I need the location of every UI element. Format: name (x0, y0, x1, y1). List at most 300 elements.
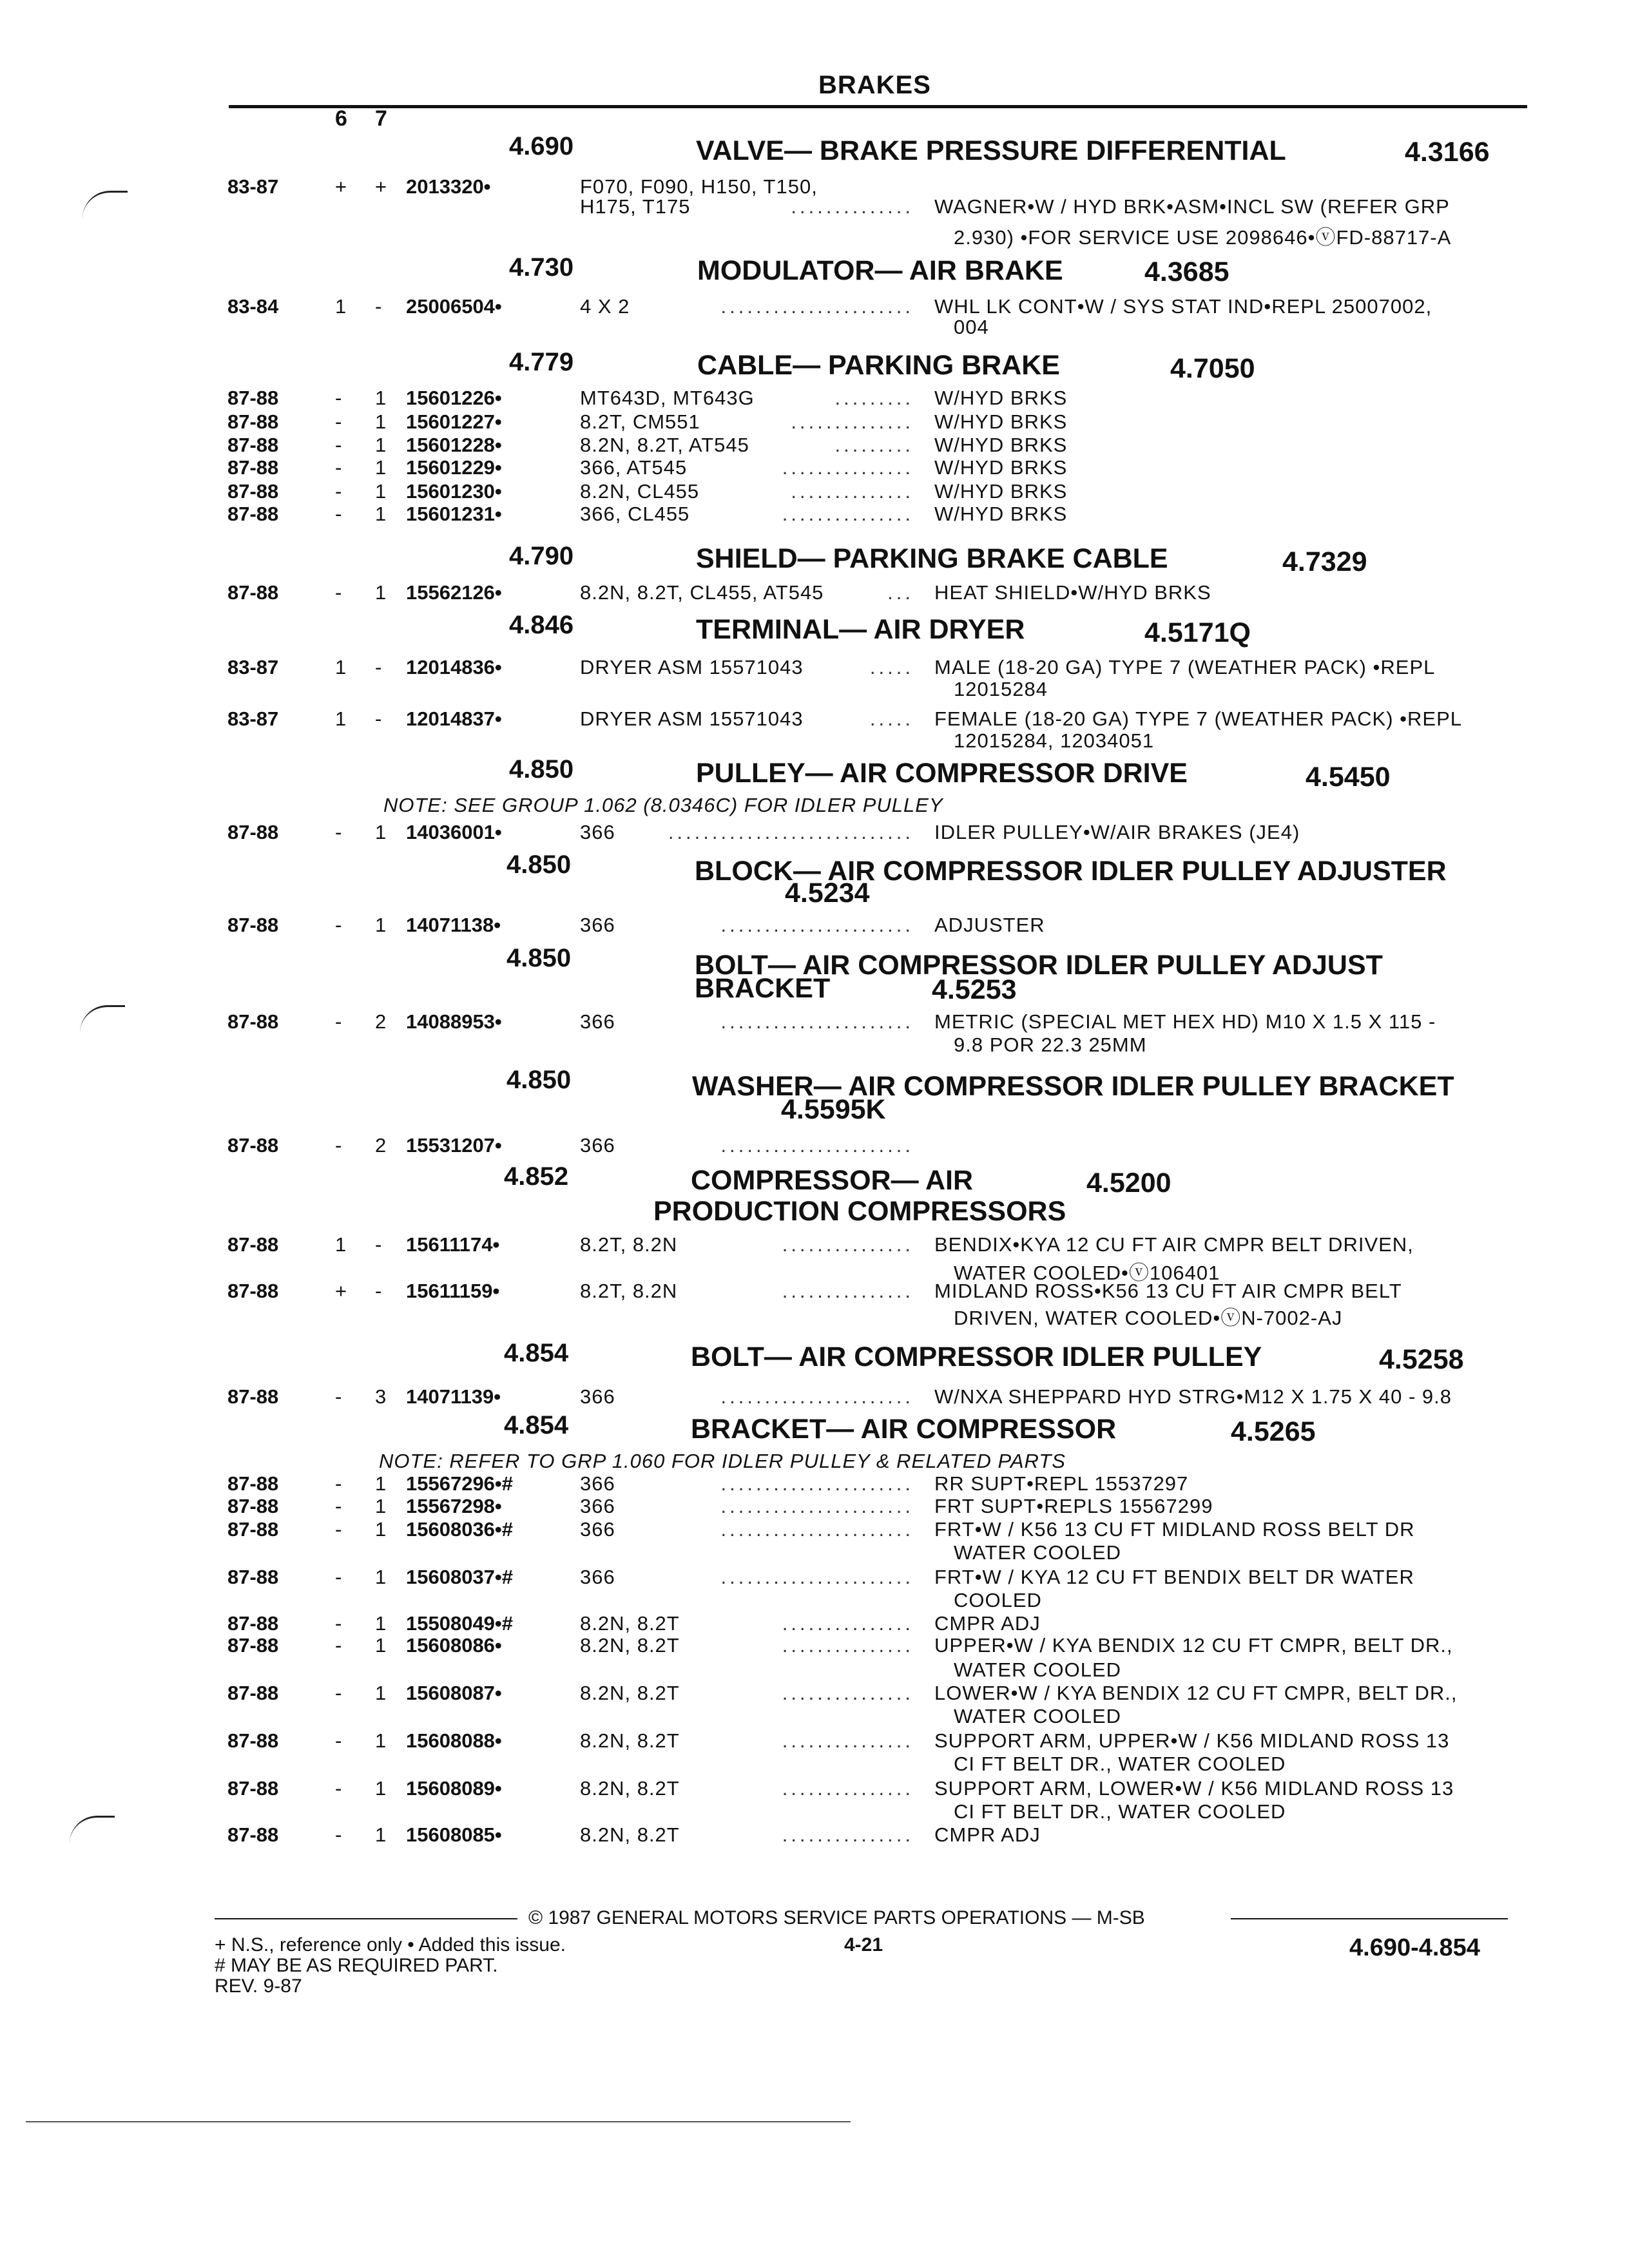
application: 366 (580, 821, 615, 843)
col7-flag: 3 (375, 1385, 387, 1408)
col7-flag: 1 (375, 1518, 387, 1541)
leader-dots: .............. (791, 480, 914, 503)
column-number-6: 6 (335, 106, 347, 131)
description: FRT•W / KYA 12 CU FT BENDIX BELT DR WATER (934, 1566, 1414, 1588)
description: WHL LK CONT•W / SYS STAT IND•REPL 25007002, (934, 295, 1432, 318)
description: W/HYD BRKS (934, 410, 1068, 433)
year-range: 87-88 (227, 1385, 279, 1408)
application: 366 (580, 1134, 615, 1157)
section-code: 4.852 (504, 1162, 569, 1191)
year-range: 87-88 (227, 1682, 279, 1704)
part-number: 15601230• (406, 480, 502, 503)
leader-dots: ...................... (720, 1472, 914, 1495)
description-continued: 12015284 (954, 678, 1048, 700)
part-number: 15562126• (406, 581, 502, 604)
col7-flag: 1 (375, 1729, 387, 1752)
col6-flag: - (335, 1823, 342, 1846)
year-range: 83-84 (227, 295, 279, 318)
description: METRIC (SPECIAL MET HEX HD) M10 X 1.5 X 115 - (934, 1010, 1436, 1033)
section-code: 4.850 (506, 944, 572, 972)
revision: REV. 9-87 (215, 1975, 302, 1997)
row-continuation (0, 729, 1629, 755)
leader-dots: ............... (782, 1777, 914, 1800)
leader-dots: ......... (834, 387, 914, 409)
description-continued: CI FT BELT DR., WATER COOLED (954, 1800, 1286, 1823)
description-continued: 12015284, 12034051 (954, 729, 1155, 752)
application: 8.2N, 8.2T (580, 1823, 680, 1846)
application: 366 (580, 1518, 615, 1541)
footer-rule-right (1231, 1918, 1508, 1919)
application: 366 (580, 1010, 615, 1033)
application: 8.2N, CL455 (580, 480, 700, 503)
col6-flag: - (335, 1385, 342, 1408)
part-row (0, 1566, 1629, 1591)
year-range: 87-88 (227, 1777, 279, 1800)
year-range: 83-87 (227, 707, 279, 730)
part-number: 12014836• (406, 656, 502, 678)
row-continuation (0, 678, 1629, 704)
section-code: 4.779 (509, 348, 574, 376)
legend-as-required: # MAY BE AS REQUIRED PART. (215, 1955, 498, 1976)
leader-dots: ............... (782, 1634, 914, 1657)
legend-ns: + N.S., reference only • Added this issue. (215, 1934, 566, 1956)
section-title: PULLEY— AIR COMPRESSOR DRIVE (696, 758, 1188, 789)
application: F070, F090, H150, T150, (580, 175, 818, 198)
row-continuation (0, 316, 1629, 341)
section-ref: 4.5253 (932, 974, 1017, 1005)
section-ref: 4.7050 (1170, 353, 1255, 384)
part-number: 15611159• (406, 1280, 500, 1302)
leader-dots: ...................... (720, 1518, 914, 1541)
description: W/HYD BRKS (934, 456, 1068, 479)
application: 8.2T, CM551 (580, 410, 700, 433)
leader-dots: ............... (782, 503, 914, 525)
col7-flag: 2 (375, 1134, 387, 1157)
leader-dots: ...................... (720, 1010, 914, 1033)
col7-flag: 1 (375, 480, 387, 503)
part-number: 15608089• (406, 1777, 502, 1800)
leader-dots: ............... (782, 1682, 914, 1704)
section-ref: 4.5200 (1086, 1168, 1171, 1198)
year-range: 87-88 (227, 1280, 279, 1302)
leader-dots: ............... (782, 456, 914, 479)
col7-flag: 1 (375, 1823, 387, 1846)
leader-dots: ............... (782, 1823, 914, 1846)
part-row (0, 503, 1629, 528)
section-note: NOTE: SEE GROUP 1.062 (8.0346C) FOR IDLER PULLEY (383, 794, 943, 816)
year-range: 87-88 (227, 581, 279, 604)
description: W/HYD BRKS (934, 503, 1068, 525)
col6-flag: + (335, 175, 347, 198)
section-title: CABLE— PARKING BRAKE (697, 350, 1060, 381)
copyright: © 1987 GENERAL MOTORS SERVICE PARTS OPERATIONS — M-SB (528, 1907, 1145, 1928)
section-code: 4.790 (509, 542, 574, 570)
part-row (0, 387, 1629, 412)
part-row (0, 1634, 1629, 1660)
col7-flag: 1 (375, 1634, 387, 1657)
description: IDLER PULLEY•W/AIR BRAKES (JE4) (934, 821, 1300, 843)
description: BENDIX•KYA 12 CU FT AIR CMPR BELT DRIVEN, (934, 1233, 1414, 1256)
col7-flag: 1 (375, 503, 387, 525)
part-number: 15508049•# (406, 1612, 514, 1635)
col6-flag: - (335, 1010, 342, 1033)
section-ref: 4.3166 (1405, 137, 1490, 168)
row-continuation (0, 1800, 1629, 1826)
description-continued: 004 (954, 316, 989, 338)
section-ref: 4.5595K (781, 1094, 886, 1125)
application: 8.2N, 8.2T, CL455, AT545 (580, 581, 824, 604)
col7-flag: 1 (375, 1777, 387, 1800)
col7-flag: 1 (375, 1472, 387, 1495)
column-number-7: 7 (375, 106, 387, 131)
col6-flag: - (335, 914, 342, 936)
description: UPPER•W / KYA BENDIX 12 CU FT CMPR, BELT DR., (934, 1634, 1453, 1657)
part-number: 15611174• (406, 1233, 500, 1256)
description: SUPPORT ARM, LOWER•W / K56 MIDLAND ROSS 13 (934, 1777, 1454, 1800)
part-row (0, 456, 1629, 482)
col6-flag: - (335, 434, 342, 456)
leader-dots: ...................... (720, 1495, 914, 1517)
description: FRT•W / K56 13 CU FT MIDLAND ROSS BELT DR (934, 1518, 1415, 1541)
page-number: 4-21 (844, 1934, 883, 1956)
col6-flag: - (335, 503, 342, 525)
part-number: 15601228• (406, 434, 502, 456)
application: 366 (580, 1495, 615, 1517)
col6-flag: 1 (335, 295, 347, 318)
part-number: 15567296•# (406, 1472, 514, 1495)
part-number: 14071138• (406, 914, 501, 936)
application: 8.2N, 8.2T (580, 1777, 680, 1800)
section-title: TERMINAL— AIR DRYER (696, 614, 1025, 645)
leader-dots: ...................... (720, 914, 914, 936)
section-code: 4.690 (509, 132, 574, 160)
section-code: 4.730 (509, 253, 574, 282)
col7-flag: 1 (375, 821, 387, 843)
section-note: NOTE: REFER TO GRP 1.060 FOR IDLER PULLEY & RELATED PARTS (379, 1450, 1066, 1472)
application: 8.2N, 8.2T (580, 1682, 680, 1704)
col6-flag: 1 (335, 656, 347, 678)
part-row (0, 821, 1629, 847)
row-continuation (0, 1541, 1629, 1567)
section-code: 4.854 (504, 1411, 569, 1439)
section-ref: 4.5171Q (1144, 617, 1251, 648)
year-range: 87-88 (227, 1729, 279, 1752)
year-range: 87-88 (227, 387, 279, 409)
part-row (0, 1385, 1629, 1411)
description: SUPPORT ARM, UPPER•W / K56 MIDLAND ROSS 13 (934, 1729, 1450, 1752)
section-title: COMPRESSOR— AIR (691, 1165, 973, 1196)
description: LOWER•W / KYA BENDIX 12 CU FT CMPR, BELT DR., (934, 1682, 1458, 1704)
col6-flag: - (335, 480, 342, 503)
year-range: 87-88 (227, 1134, 279, 1157)
part-row (0, 914, 1629, 939)
col6-flag: - (335, 821, 342, 843)
description-continued: 2.930) •FOR SERVICE USE 2098646•ⓥFD-88717-A (954, 226, 1452, 249)
column-numbers (335, 106, 415, 131)
part-row (0, 1472, 1629, 1498)
leader-dots: ............... (782, 1280, 914, 1302)
section-title: WASHER— AIR COMPRESSOR IDLER PULLEY BRACKET (692, 1071, 1454, 1102)
section-subtitle: PRODUCTION COMPRESSORS (653, 1196, 1066, 1227)
col7-flag: 1 (375, 410, 387, 433)
part-number: 15608036•# (406, 1518, 514, 1541)
application: 8.2T, 8.2N (580, 1233, 678, 1256)
leader-dots: ............................ (668, 821, 914, 843)
part-row (0, 1777, 1629, 1803)
part-number: 15601226• (406, 387, 502, 409)
description: W/NXA SHEPPARD HYD STRG•M12 X 1.75 X 40 - 9.8 (934, 1385, 1452, 1408)
section-title: BOLT— AIR COMPRESSOR IDLER PULLEY ADJUST (695, 950, 1383, 981)
row-continuation (0, 221, 1629, 247)
leader-dots: ............... (782, 1612, 914, 1635)
part-number: 14036001• (406, 821, 502, 843)
section-code: 4.850 (506, 850, 572, 879)
description-continued: WATER COOLED (954, 1541, 1122, 1564)
section-title: VALVE— BRAKE PRESSURE DIFFERENTIAL (696, 135, 1286, 166)
leader-dots: ......... (834, 434, 914, 456)
part-number: 15608087• (406, 1682, 502, 1704)
part-number: 15608085• (406, 1823, 502, 1846)
application: 366 (580, 1472, 615, 1495)
description: FEMALE (18-20 GA) TYPE 7 (WEATHER PACK) •REPL (934, 707, 1462, 730)
description: W/HYD BRKS (934, 387, 1068, 409)
description-continued: WATER COOLED (954, 1705, 1122, 1727)
application: 366 (580, 914, 615, 936)
part-row (0, 1233, 1629, 1259)
col7-flag: 1 (375, 914, 387, 936)
application: 4 X 2 (580, 295, 630, 318)
year-range: 87-88 (227, 480, 279, 503)
col6-flag: - (335, 1518, 342, 1541)
year-range: 87-88 (227, 503, 279, 525)
col6-flag: - (335, 581, 342, 604)
section-ref: 4.3685 (1144, 256, 1229, 287)
description: W/HYD BRKS (934, 480, 1068, 503)
section-title: MODULATOR— AIR BRAKE (697, 255, 1063, 286)
leader-dots: ...................... (720, 1566, 914, 1588)
section-title: BRACKET— AIR COMPRESSOR (691, 1414, 1117, 1445)
application: 366, AT545 (580, 456, 688, 479)
year-range: 87-88 (227, 1566, 279, 1588)
part-row (0, 410, 1629, 436)
footer-rule-left (215, 1918, 517, 1919)
leader-dots: ...................... (720, 295, 914, 318)
col6-flag: - (335, 1612, 342, 1635)
part-number: 15567298• (406, 1495, 502, 1517)
year-range: 87-88 (227, 1612, 279, 1635)
description: MIDLAND ROSS•K56 13 CU FT AIR CMPR BELT (934, 1280, 1402, 1302)
section-ref: 4.5234 (785, 878, 870, 908)
col6-flag: - (335, 1729, 342, 1752)
part-row (0, 434, 1629, 459)
col6-flag: - (335, 410, 342, 433)
part-number: 15601227• (406, 410, 502, 433)
col6-flag: 1 (335, 1233, 347, 1256)
col7-flag: 1 (375, 1612, 387, 1635)
description: MALE (18-20 GA) TYPE 7 (WEATHER PACK) •REPL (934, 656, 1436, 678)
leader-dots: ............... (782, 1233, 914, 1256)
description: ADJUSTER (934, 914, 1045, 936)
col7-flag: 2 (375, 1010, 387, 1033)
description: WAGNER•W / HYD BRK•ASM•INCL SW (REFER GRP (934, 195, 1450, 218)
col7-flag: + (375, 175, 387, 198)
leader-dots: ... (887, 581, 914, 604)
col7-flag: 1 (375, 387, 387, 409)
part-row (0, 1495, 1629, 1521)
part-number: 14088953• (406, 1010, 502, 1033)
section-code: 4.850 (509, 755, 574, 783)
part-number: 15608088• (406, 1729, 502, 1752)
part-number: 15608086• (406, 1634, 502, 1657)
description: CMPR ADJ (934, 1612, 1041, 1635)
part-row (0, 1682, 1629, 1707)
leader-dots: ..... (869, 707, 914, 730)
leader-dots: .............. (791, 195, 914, 218)
year-range: 87-88 (227, 1634, 279, 1657)
description: FRT SUPT•REPLS 15567299 (934, 1495, 1213, 1517)
section-title: SHIELD— PARKING BRAKE CABLE (696, 543, 1168, 574)
col7-flag: 1 (375, 456, 387, 479)
section-code: 4.854 (504, 1339, 569, 1367)
part-row (0, 1134, 1629, 1160)
year-range: 87-88 (227, 1823, 279, 1846)
year-range: 87-88 (227, 1472, 279, 1495)
application: H175, T175 (580, 195, 691, 218)
col6-flag: - (335, 456, 342, 479)
description-continued: 9.8 POR 22.3 25MM (954, 1033, 1147, 1056)
year-range: 87-88 (227, 410, 279, 433)
leader-dots: .............. (791, 410, 914, 433)
application: 366 (580, 1385, 615, 1408)
leader-dots: ...................... (720, 1385, 914, 1408)
scan-line (26, 2121, 851, 2122)
col7-flag: - (375, 656, 382, 678)
year-range: 87-88 (227, 434, 279, 456)
col6-flag: - (335, 1495, 342, 1517)
year-range: 87-88 (227, 821, 279, 843)
col6-flag: - (335, 1134, 342, 1157)
application: MT643D, MT643G (580, 387, 755, 409)
year-range: 87-88 (227, 914, 279, 936)
application: 8.2N, 8.2T (580, 1612, 680, 1635)
row-continuation (0, 1705, 1629, 1731)
part-number: 14071139• (406, 1385, 501, 1408)
part-row (0, 1010, 1629, 1036)
row-continuation (0, 1256, 1629, 1282)
page-range: 4.690-4.854 (1349, 1934, 1480, 1961)
part-number: 25006504• (406, 295, 502, 318)
part-number: 15531207• (406, 1134, 502, 1157)
section-ref: 4.5450 (1306, 762, 1391, 793)
col6-flag: + (335, 1280, 347, 1302)
part-row (0, 1518, 1629, 1544)
part-number: 15601229• (406, 456, 502, 479)
header-rule (229, 105, 1527, 108)
section-ref: 4.7329 (1282, 546, 1367, 577)
col7-flag: 1 (375, 434, 387, 456)
section-ref: 4.5265 (1231, 1416, 1316, 1447)
part-number: 12014837• (406, 707, 502, 730)
description-continued: COOLED (954, 1589, 1042, 1611)
year-range: 83-87 (227, 656, 279, 678)
col6-flag: 1 (335, 707, 347, 730)
leader-dots: ..... (869, 656, 914, 678)
application: 8.2N, 8.2T, AT545 (580, 434, 749, 456)
col7-flag: 1 (375, 1566, 387, 1588)
col6-flag: - (335, 1566, 342, 1588)
section-title-continued: BRACKET (695, 973, 831, 1004)
description-continued: WATER COOLED (954, 1658, 1122, 1681)
application: DRYER ASM 15571043 (580, 707, 804, 730)
part-number: 15608037•# (406, 1566, 514, 1588)
section-code: 4.846 (509, 611, 574, 639)
application: DRYER ASM 15571043 (580, 656, 804, 678)
part-number: 2013320• (406, 175, 491, 198)
year-range: 87-88 (227, 1010, 279, 1033)
year-range: 87-88 (227, 1233, 279, 1256)
application: 8.2T, 8.2N (580, 1280, 678, 1302)
col7-flag: - (375, 295, 382, 318)
col6-flag: - (335, 1777, 342, 1800)
section-code: 4.850 (506, 1066, 572, 1094)
year-range: 83-87 (227, 175, 279, 198)
col6-flag: - (335, 1472, 342, 1495)
part-row (0, 480, 1629, 506)
description-continued: CI FT BELT DR., WATER COOLED (954, 1753, 1286, 1775)
description: W/HYD BRKS (934, 434, 1068, 456)
section-title: BLOCK— AIR COMPRESSOR IDLER PULLEY ADJUSTER (695, 856, 1447, 887)
row-continuation (0, 1589, 1629, 1615)
row-continuation (0, 1302, 1629, 1327)
application: 366, CL455 (580, 503, 690, 525)
scan-mark (80, 1005, 125, 1033)
description: HEAT SHIELD•W/HYD BRKS (934, 581, 1211, 604)
part-row (0, 1729, 1629, 1755)
row-continuation (0, 1753, 1629, 1778)
description: RR SUPT•REPL 15537297 (934, 1472, 1189, 1495)
section-ref: 4.5258 (1379, 1344, 1464, 1375)
leader-dots: ............... (782, 1729, 914, 1752)
col7-flag: - (375, 1280, 382, 1302)
application: 8.2N, 8.2T (580, 1634, 680, 1657)
description: CMPR ADJ (934, 1823, 1041, 1846)
application: 8.2N, 8.2T (580, 1729, 680, 1752)
col7-flag: 1 (375, 1682, 387, 1704)
col7-flag: - (375, 1233, 382, 1256)
part-row (0, 581, 1629, 607)
part-row (0, 195, 1629, 221)
col6-flag: - (335, 387, 342, 409)
year-range: 87-88 (227, 1518, 279, 1541)
part-row (0, 1823, 1629, 1849)
col7-flag: - (375, 707, 382, 730)
section-title: BOLT— AIR COMPRESSOR IDLER PULLEY (691, 1341, 1262, 1372)
col7-flag: 1 (375, 581, 387, 604)
page-title: BRAKES (818, 71, 931, 99)
description-continued: WATER COOLED•ⓥ106401 (954, 1262, 1220, 1284)
row-continuation (0, 1658, 1629, 1684)
col6-flag: - (335, 1634, 342, 1657)
col6-flag: - (335, 1682, 342, 1704)
description-continued: DRIVEN, WATER COOLED•ⓥN-7002-AJ (954, 1307, 1343, 1329)
col7-flag: 1 (375, 1495, 387, 1517)
year-range: 87-88 (227, 1495, 279, 1517)
part-number: 15601231• (406, 503, 502, 525)
application: 366 (580, 1566, 615, 1588)
leader-dots: ...................... (720, 1134, 914, 1157)
row-continuation (0, 1033, 1629, 1059)
year-range: 87-88 (227, 456, 279, 479)
